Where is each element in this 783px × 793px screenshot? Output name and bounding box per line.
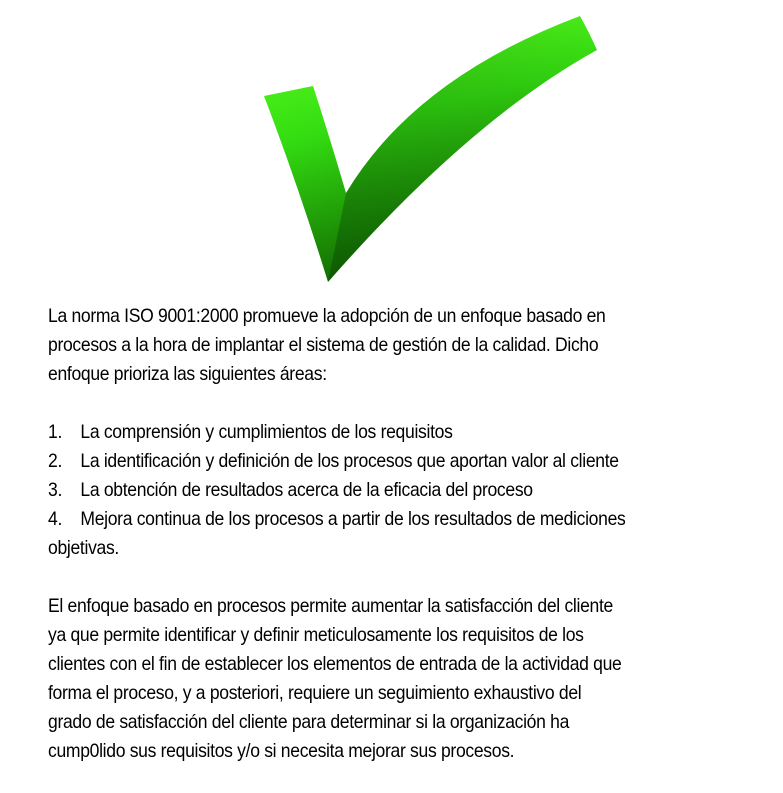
intro-line: enfoque prioriza las siguientes áreas: [48, 363, 327, 385]
list-text: Mejora continua de los procesos a partir de los resultados de mediciones [80, 508, 626, 530]
closing-line: ya que permite identificar y definir meticulosamente los requisitos de los [48, 624, 584, 646]
closing-line: grado de satisfacción del cliente para determinar si la organización ha [48, 711, 570, 733]
closing-line: forma el proceso, y a posteriori, requiere un seguimiento exhaustivo del [48, 682, 582, 704]
list-item [48, 418, 696, 447]
closing-line: clientes con el fin de establecer los elementos de entrada de la actividad que [48, 653, 622, 675]
list-item [48, 476, 696, 505]
list-number: 4. [48, 508, 63, 530]
list-number: 2. [48, 450, 63, 472]
body-text [48, 302, 696, 766]
intro-line: procesos a la hora de implantar el sistema de gestión de la calidad. Dicho [48, 334, 599, 356]
list-item [48, 505, 696, 534]
intro-line: La norma ISO 9001:2000 promueve la adopción de un enfoque basado en [48, 305, 606, 327]
list-number: 3. [48, 479, 63, 501]
list-text: La identificación y definición de los procesos que aportan valor al cliente [80, 450, 619, 472]
list-item-continuation: objetivas. [48, 537, 120, 559]
list-text: La obtención de resultados acerca de la eficacia del proceso [80, 479, 533, 501]
list-item [48, 447, 696, 476]
closing-line: El enfoque basado en procesos permite aumentar la satisfacción del cliente [48, 595, 613, 617]
list-text: La comprensión y cumplimientos de los requisitos [80, 421, 453, 443]
closing-line: cump0lido sus requisitos y/o si necesita mejorar sus procesos. [48, 740, 515, 762]
spacer [48, 563, 696, 592]
list-number: 1. [48, 421, 63, 443]
checkmark-icon [250, 10, 610, 290]
spacer [48, 389, 696, 418]
